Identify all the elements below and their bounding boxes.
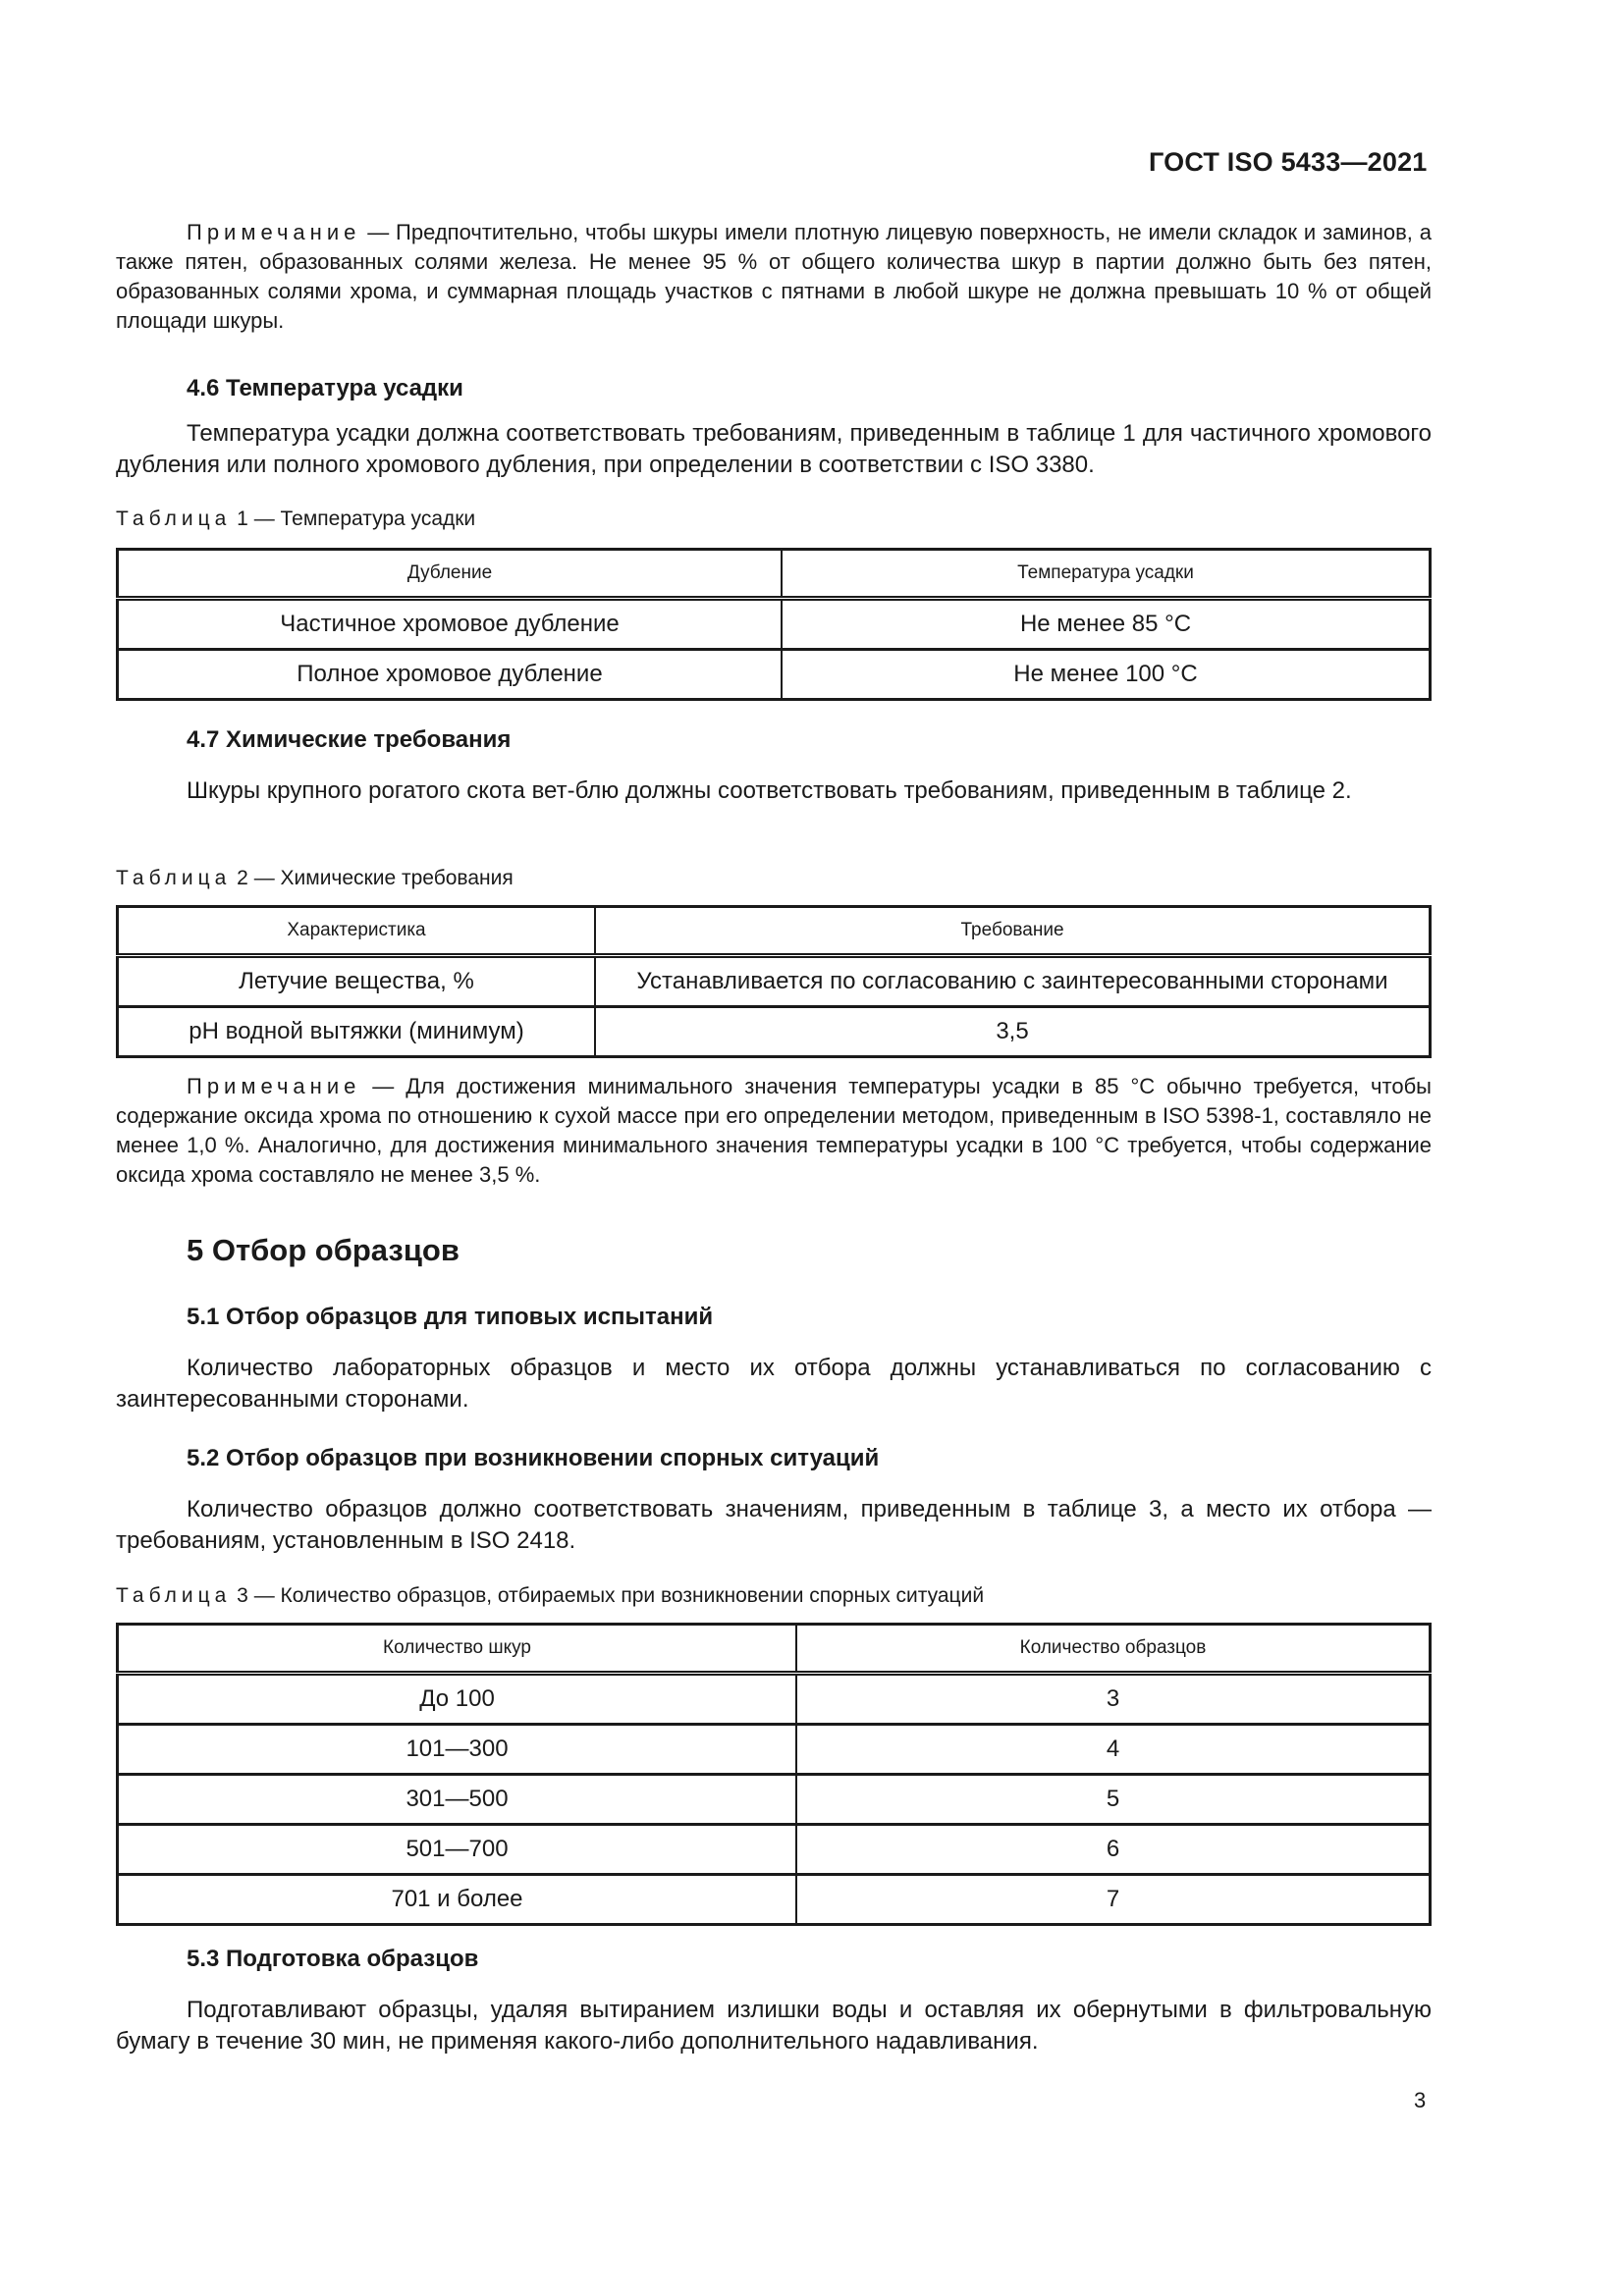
table-row — [118, 1674, 1431, 1725]
table-cell: 3 — [796, 1674, 1431, 1725]
table-row — [118, 1825, 1431, 1875]
note-text: — Для достижения минимального значения температуры усадки в 85 °С обычно требуется, чтобы содержание оксида хрома по отношению к сухой массе при его определении методом, приведенным в ISO 5398-1, составляло не менее 1,0 %. Аналогично, для достижения минимального значения температуры усадки в 100 °С требуется, чтобы содержание оксида хрома составляло не менее 3,5 %. — [116, 1074, 1432, 1187]
document-id-header: ГОСТ ISO 5433—2021 — [1149, 147, 1428, 177]
table-cell: Устанавливается по согласованию с заинтересованными сторонами — [595, 956, 1431, 1007]
table-row — [118, 1007, 1431, 1057]
section-5-3-text: Подготавливают образцы, удаляя вытиранием излишки воды и оставляя их обернутыми в фильтровальную бумагу в течение 30 мин, не применяя какого-либо дополнительного надавливания. — [116, 1997, 1432, 2055]
section-5-2-text: Количество образцов должно соответствовать значениям, приведенным в таблице 3, а место их отбора — требованиям, установленным в ISO 2418. — [116, 1496, 1432, 1554]
caption-label: Таблица — [116, 1584, 232, 1607]
table-cell: Не менее 100 °С — [782, 650, 1431, 700]
table-row — [118, 1725, 1431, 1775]
section-5-1-text: Количество лабораторных образцов и место их отбора должны устанавливаться по согласованию с заинтересованными сторонами. — [116, 1355, 1432, 1413]
table-cell: pH водной вытяжки (минимум) — [118, 1007, 596, 1057]
table-cell: Летучие вещества, % — [239, 968, 474, 994]
table-cell: 3,5 — [595, 1007, 1431, 1057]
table-cell: 4 — [796, 1725, 1431, 1775]
table-3-caption — [116, 1584, 984, 1608]
section-4-7-heading: 4.7 Химические требования — [187, 726, 512, 753]
table-cell: 501—700 — [118, 1825, 797, 1875]
table-header-cell: Характеристика — [118, 907, 596, 956]
table-header-cell: Дубление — [118, 550, 783, 599]
table-header-cell: Требование — [595, 907, 1431, 956]
table-header-cell: Количество шкур — [118, 1625, 797, 1674]
table-cell: 5 — [796, 1775, 1431, 1825]
table-row — [118, 956, 1431, 1007]
table-cell: 101—300 — [118, 1725, 797, 1775]
table-3-sample-count — [116, 1623, 1432, 1926]
table-cell: Не менее 85 °С — [782, 599, 1431, 650]
caption-text: 2 — Химические требования — [231, 867, 514, 889]
section-4-6-text: Температура усадки должна соответствовать требованиям, приведенным в таблице 1 для частичного хромового дубления или полного хромового дубления, при определении в соответствии с ISO 3380. — [116, 420, 1432, 478]
table-cell: До 100 — [419, 1685, 495, 1712]
table-row — [118, 650, 1431, 700]
caption-label: Таблица — [116, 507, 232, 530]
table-row — [118, 599, 1431, 650]
table-cell: 7 — [796, 1875, 1431, 1925]
table-row — [118, 1875, 1431, 1925]
table-cell: 701 и более — [118, 1875, 797, 1925]
table-cell: 301—500 — [118, 1775, 797, 1825]
note-text: — Предпочтительно, чтобы шкуры имели плотную лицевую поверхность, не имели складок и заминов, а также пятен, образованных солями железа. Не менее 95 % от общего количества шкур в партии должно быть без пятен, образованных солями хрома, и суммарная площадь участков с пятнами в любой шкуре не должна превышать 10 % от общей площади шкуры. — [116, 220, 1432, 333]
note-label: Примечание — [187, 220, 361, 244]
caption-text: 1 — Температура усадки — [231, 507, 476, 530]
table-header-cell: Температура усадки — [782, 550, 1431, 599]
table-cell: 6 — [796, 1825, 1431, 1875]
section-5-1-heading: 5.1 Отбор образцов для типовых испытаний — [187, 1304, 714, 1330]
note-paragraph-1 — [116, 218, 1432, 336]
section-5-3-heading: 5.3 Подготовка образцов — [187, 1946, 479, 1972]
table-2-chemical-requirements — [116, 905, 1432, 1058]
caption-label: Таблица — [116, 867, 232, 889]
note-paragraph-2 — [116, 1072, 1432, 1190]
table-header-cell: Количество образцов — [796, 1625, 1431, 1674]
note-label: Примечание — [187, 1074, 361, 1098]
section-4-7-text: Шкуры крупного рогатого скота вет-блю должны соответствовать требованиям, приведенным в таблице 2. — [187, 777, 1352, 804]
page-number: 3 — [1414, 2088, 1427, 2112]
table-row — [118, 1775, 1431, 1825]
section-5-2-heading: 5.2 Отбор образцов при возникновении спорных ситуаций — [187, 1445, 880, 1471]
caption-text: 3 — Количество образцов, отбираемых при возникновении спорных ситуаций — [231, 1584, 985, 1607]
table-1-shrinkage-temperature — [116, 548, 1432, 701]
section-4-6-heading: 4.6 Температура усадки — [187, 375, 463, 401]
section-5-heading: 5 Отбор образцов — [187, 1233, 460, 1267]
table-2-caption — [116, 867, 514, 890]
table-cell: Полное хромовое дубление — [118, 650, 783, 700]
table-cell: Частичное хромовое дубление — [280, 611, 620, 637]
table-1-caption — [116, 507, 475, 531]
